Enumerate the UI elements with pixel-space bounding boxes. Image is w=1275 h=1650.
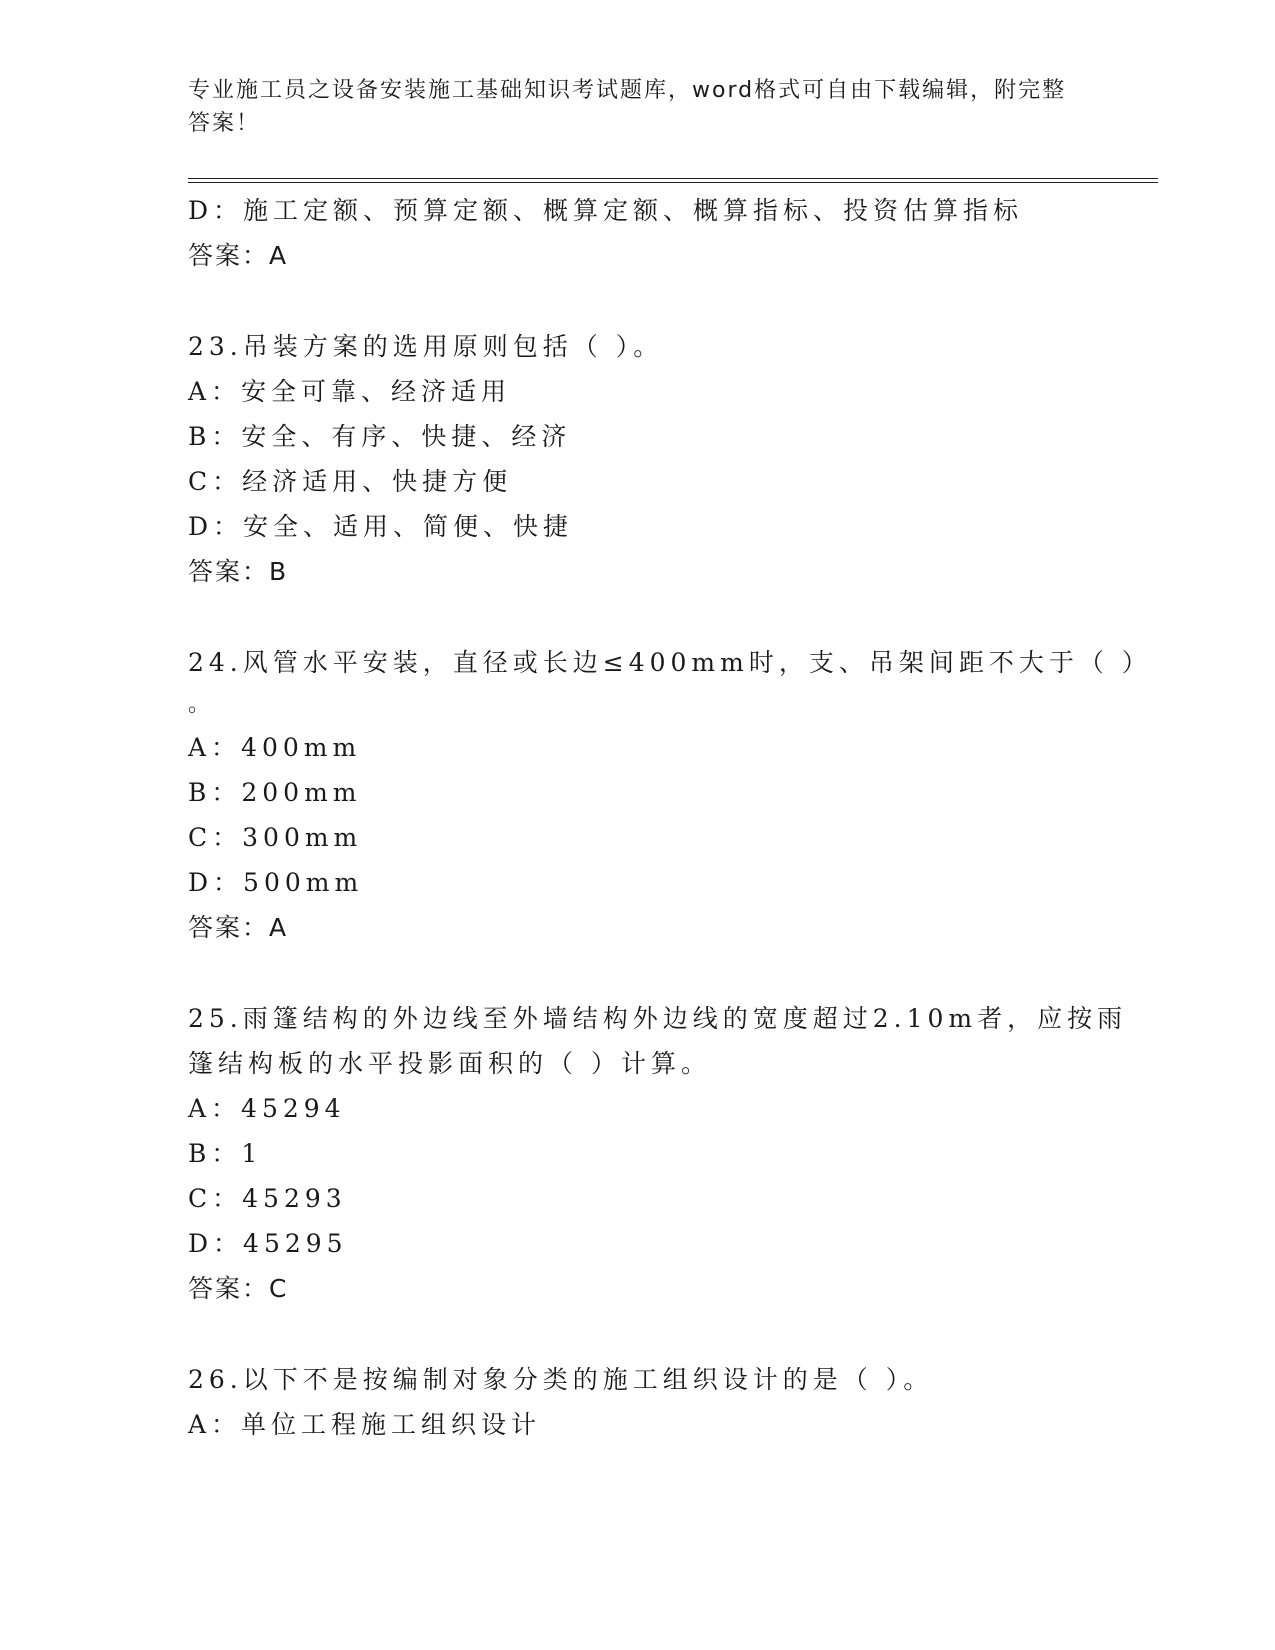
question-stem: 26.以下不是按编制对象分类的施工组织设计的是（ ）。 [188, 1365, 934, 1394]
answer: 答案：A [188, 241, 289, 270]
spacer [188, 1311, 1088, 1357]
option-d: D：安全、适用、简便、快捷 [188, 512, 574, 541]
spacer [188, 594, 1088, 640]
question-25 [188, 996, 1128, 1311]
answer: 答案：C [188, 1274, 289, 1303]
document-header: 专业施工员之设备安装施工基础知识考试题库，word格式可自由下载编辑，附完整答案！ [188, 78, 1067, 136]
option-b: B：安全、有序、快捷、经济 [188, 422, 572, 451]
question-stem-continuation: 篷结构板的水平投影面积的（ ）计算。 [188, 1049, 711, 1078]
option-c: C：300mm [188, 823, 363, 852]
question-stem: 24.风管水平安装，直径或长边≤400mm时，支、吊架间距不大于（ ） [188, 648, 1152, 677]
option-a: A：安全可靠、经济适用 [188, 377, 512, 406]
question-stem: 25.雨篷结构的外边线至外墙结构外边线的宽度超过2.10m者，应按雨 [188, 1004, 1128, 1033]
option-c: C：45293 [188, 1184, 347, 1213]
question-stem-continuation: 。 [188, 692, 211, 717]
answer: 答案：A [188, 913, 289, 942]
option-d: D：500mm [188, 868, 364, 897]
question-stem: 23.吊装方案的选用原则包括（ ）。 [188, 332, 664, 361]
spacer [188, 278, 1088, 324]
question-26 [188, 1357, 1088, 1447]
answer: 答案：B [188, 557, 289, 586]
header-divider [188, 178, 1158, 183]
option-a: A：400mm [188, 733, 362, 762]
option-a: A：单位工程施工组织设计 [188, 1410, 542, 1439]
option-b: B：200mm [188, 778, 362, 807]
spacer [188, 950, 1088, 996]
option-a: A：45294 [188, 1094, 346, 1123]
question-24 [188, 640, 1152, 950]
document-body [188, 188, 1152, 1447]
option-d: D：施工定额、预算定额、概算定额、概算指标、投资估算指标 [188, 196, 1024, 225]
option-c: C：经济适用、快捷方便 [188, 467, 513, 496]
question-23 [188, 324, 1088, 594]
option-d: D：45295 [188, 1229, 348, 1258]
option-b: B：1 [188, 1139, 263, 1168]
